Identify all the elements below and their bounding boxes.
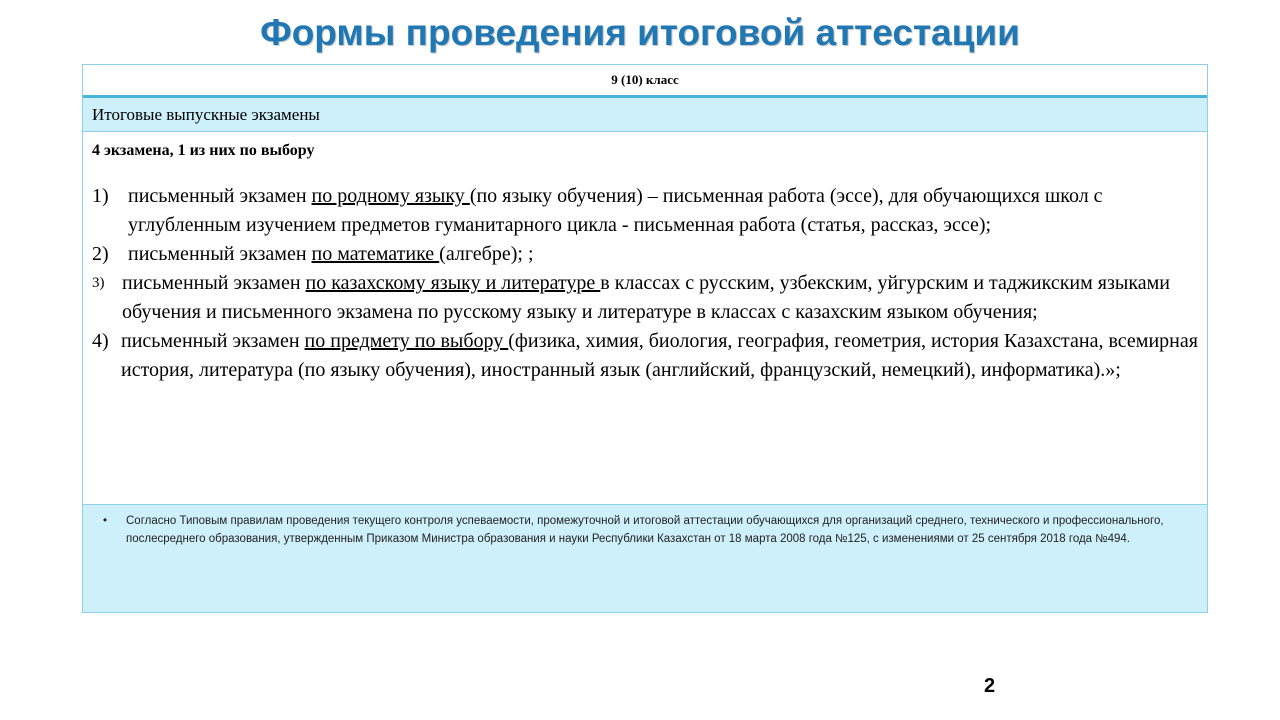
item-subject: по предмету по выбору <box>304 330 509 352</box>
exam-forms-table <box>82 64 1208 613</box>
item-number: 3) <box>92 275 105 291</box>
note-row <box>83 505 1207 612</box>
item-after: в классах с русским, узбекским, уйгурским и таджикским языками обучения и письменного экзамена по русскому языку и литературе в классах с казахским языком обучения; <box>122 272 1170 323</box>
exam-item <box>92 182 1199 240</box>
item-text <box>92 269 1199 327</box>
exam-count: 4 экзамена, 1 из них по выбору <box>92 142 315 159</box>
item-before: письменный экзамен <box>121 330 305 352</box>
item-text <box>92 182 1199 240</box>
exam-item <box>92 327 1199 385</box>
item-after: (по языку обучения) – письменная работа (эссе), для обучающихся школ с углубленным изучением предметов гуманитарного цикла - письменная работа (статья, рассказ, эссе); <box>128 185 1103 236</box>
item-number: 4) <box>92 330 109 352</box>
grade-label: 9 (10) класс <box>611 72 679 87</box>
exam-header: Итоговые выпускные экзамены <box>92 104 320 124</box>
item-before: письменный экзамен <box>128 243 312 265</box>
item-subject: по математике <box>311 243 440 265</box>
grade-row <box>83 65 1207 98</box>
exam-header-row <box>83 98 1207 132</box>
item-number: 2) <box>92 243 109 265</box>
footnote <box>103 512 1197 548</box>
item-number: 1) <box>92 185 109 207</box>
exam-details-cell <box>83 132 1207 505</box>
exam-item <box>92 240 1199 269</box>
item-text <box>92 327 1199 385</box>
item-after: (алгебре); ; <box>439 243 534 265</box>
item-text <box>92 240 1199 269</box>
item-subject: по родному языку <box>311 185 470 207</box>
item-after: (физика, химия, биология, география, геометрия, история Казахстана, всемирная история, литература (по языку обучения), иностранный язык (английский, французский, немецкий), информатика).»; <box>121 330 1198 381</box>
item-before: письменный экзамен <box>122 272 306 294</box>
bullet-icon: • <box>103 515 108 527</box>
item-subject: по казахскому языку и литературе <box>305 272 601 294</box>
exam-item <box>92 269 1199 327</box>
footnote-text: Согласно Типовым правилам проведения текущего контроля успеваемости, промежуточной и итоговой аттестации обучающихся для организаций среднего, технического и профессионального, послесреднего образования, утвержденным Приказом Министра образования и науки Республики Казахстан от 18 марта 2008 года №125, с изменениями от 25 сентября 2018 года №494. <box>126 515 1164 545</box>
page-title: Формы проведения итоговой аттестации <box>260 12 1020 53</box>
item-before: письменный экзамен <box>128 185 312 207</box>
exam-list <box>92 182 1199 385</box>
page-number: 2 <box>984 675 996 697</box>
